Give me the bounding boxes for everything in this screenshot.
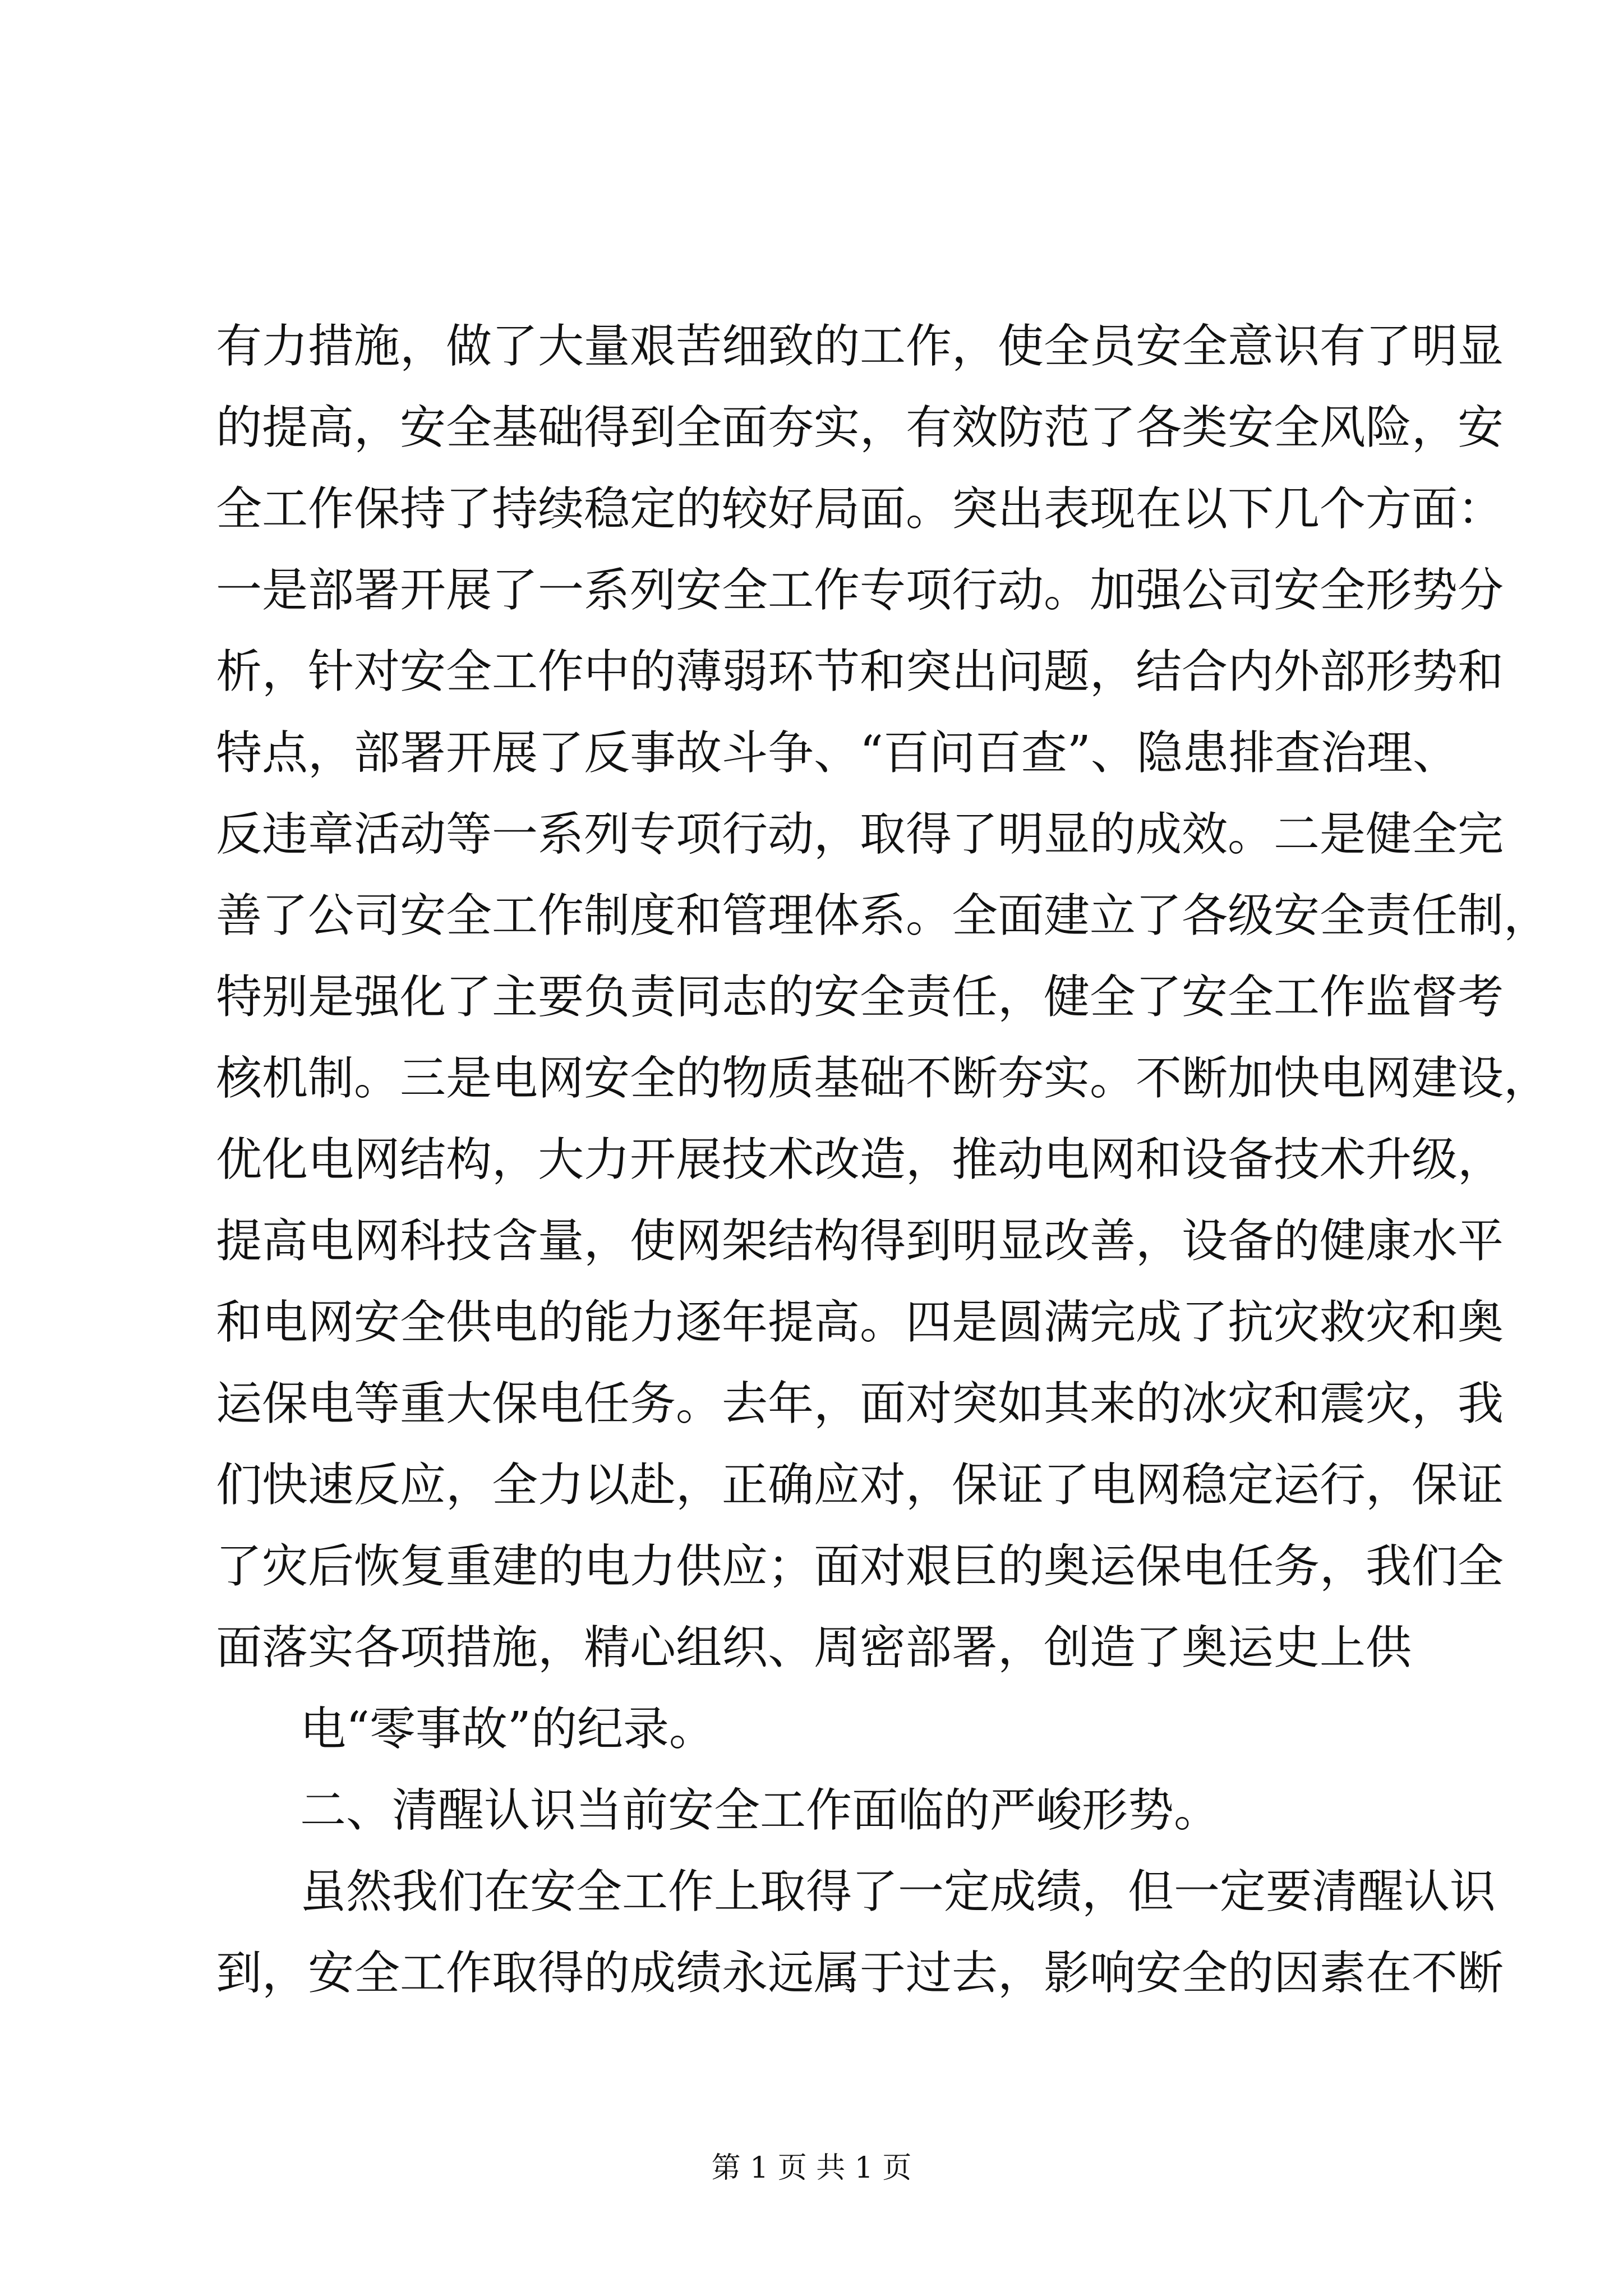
body-line: 提高电网科技含量，使网架结构得到明显改善，设备的健康水平 — [216, 1214, 1504, 1268]
body-line: 面落实各项措施，精心组织、周密部署，创造了奥运史上供 — [216, 1621, 1412, 1674]
body-line: 了灾后恢复重建的电力供应；面对艰巨的奥运保电任务，我们全 — [216, 1540, 1504, 1593]
paragraph-continuation: 电“零事故”的纪录。 — [300, 1703, 715, 1756]
body-line: 们快速反应，全力以赴，正确应对，保证了电网稳定运行，保证 — [216, 1458, 1504, 1512]
body-line: 虽然我们在安全工作上取得了一定成绩，但一定要清醒认识 — [300, 1865, 1496, 1918]
body-line: 到，安全工作取得的成绩永远属于过去，影响安全的因素在不断 — [216, 1947, 1504, 2000]
body-line: 优化电网结构，大力开展技术改造，推动电网和设备技术升级， — [216, 1133, 1504, 1186]
body-line: 析，针对安全工作中的薄弱环节和突出问题，结合内外部形势和 — [216, 645, 1504, 698]
body-line: 反违章活动等一系列专项行动，取得了明显的成效。二是健全完 — [216, 808, 1504, 861]
body-line: 核机制。三是电网安全的物质基础不断夯实。不断加快电网建设， — [216, 1052, 1550, 1105]
body-line: 运保电等重大保电任务。去年，面对突如其来的冰灾和震灾，我 — [216, 1377, 1504, 1430]
document-body — [216, 306, 1550, 2014]
body-line: 特别是强化了主要负责同志的安全责任，健全了安全工作监督考 — [216, 970, 1504, 1024]
page-footer: 第 1 页 共 1 页 — [711, 2151, 912, 2185]
body-line: 善了公司安全工作制度和管理体系。全面建立了各级安全责任制， — [216, 889, 1550, 942]
body-line: 全工作保持了持续稳定的较好局面。突出表现在以下几个方面： — [216, 482, 1504, 536]
body-line: 一是部署开展了一系列安全工作专项行动。加强公司安全形势分 — [216, 564, 1504, 617]
body-line: 有力措施，做了大量艰苦细致的工作，使全员安全意识有了明显 — [216, 320, 1504, 373]
body-line: 的提高，安全基础得到全面夯实，有效防范了各类安全风险，安 — [216, 401, 1504, 454]
body-line: 和电网安全供电的能力逐年提高。四是圆满完成了抗灾救灾和奥 — [216, 1296, 1504, 1349]
body-line: 特点，部署开展了反事故斗争、“百问百查”、隐患排查治理、 — [216, 726, 1459, 780]
section-heading: 二、清醒认识当前安全工作面临的严峻形势。 — [300, 1784, 1220, 1837]
